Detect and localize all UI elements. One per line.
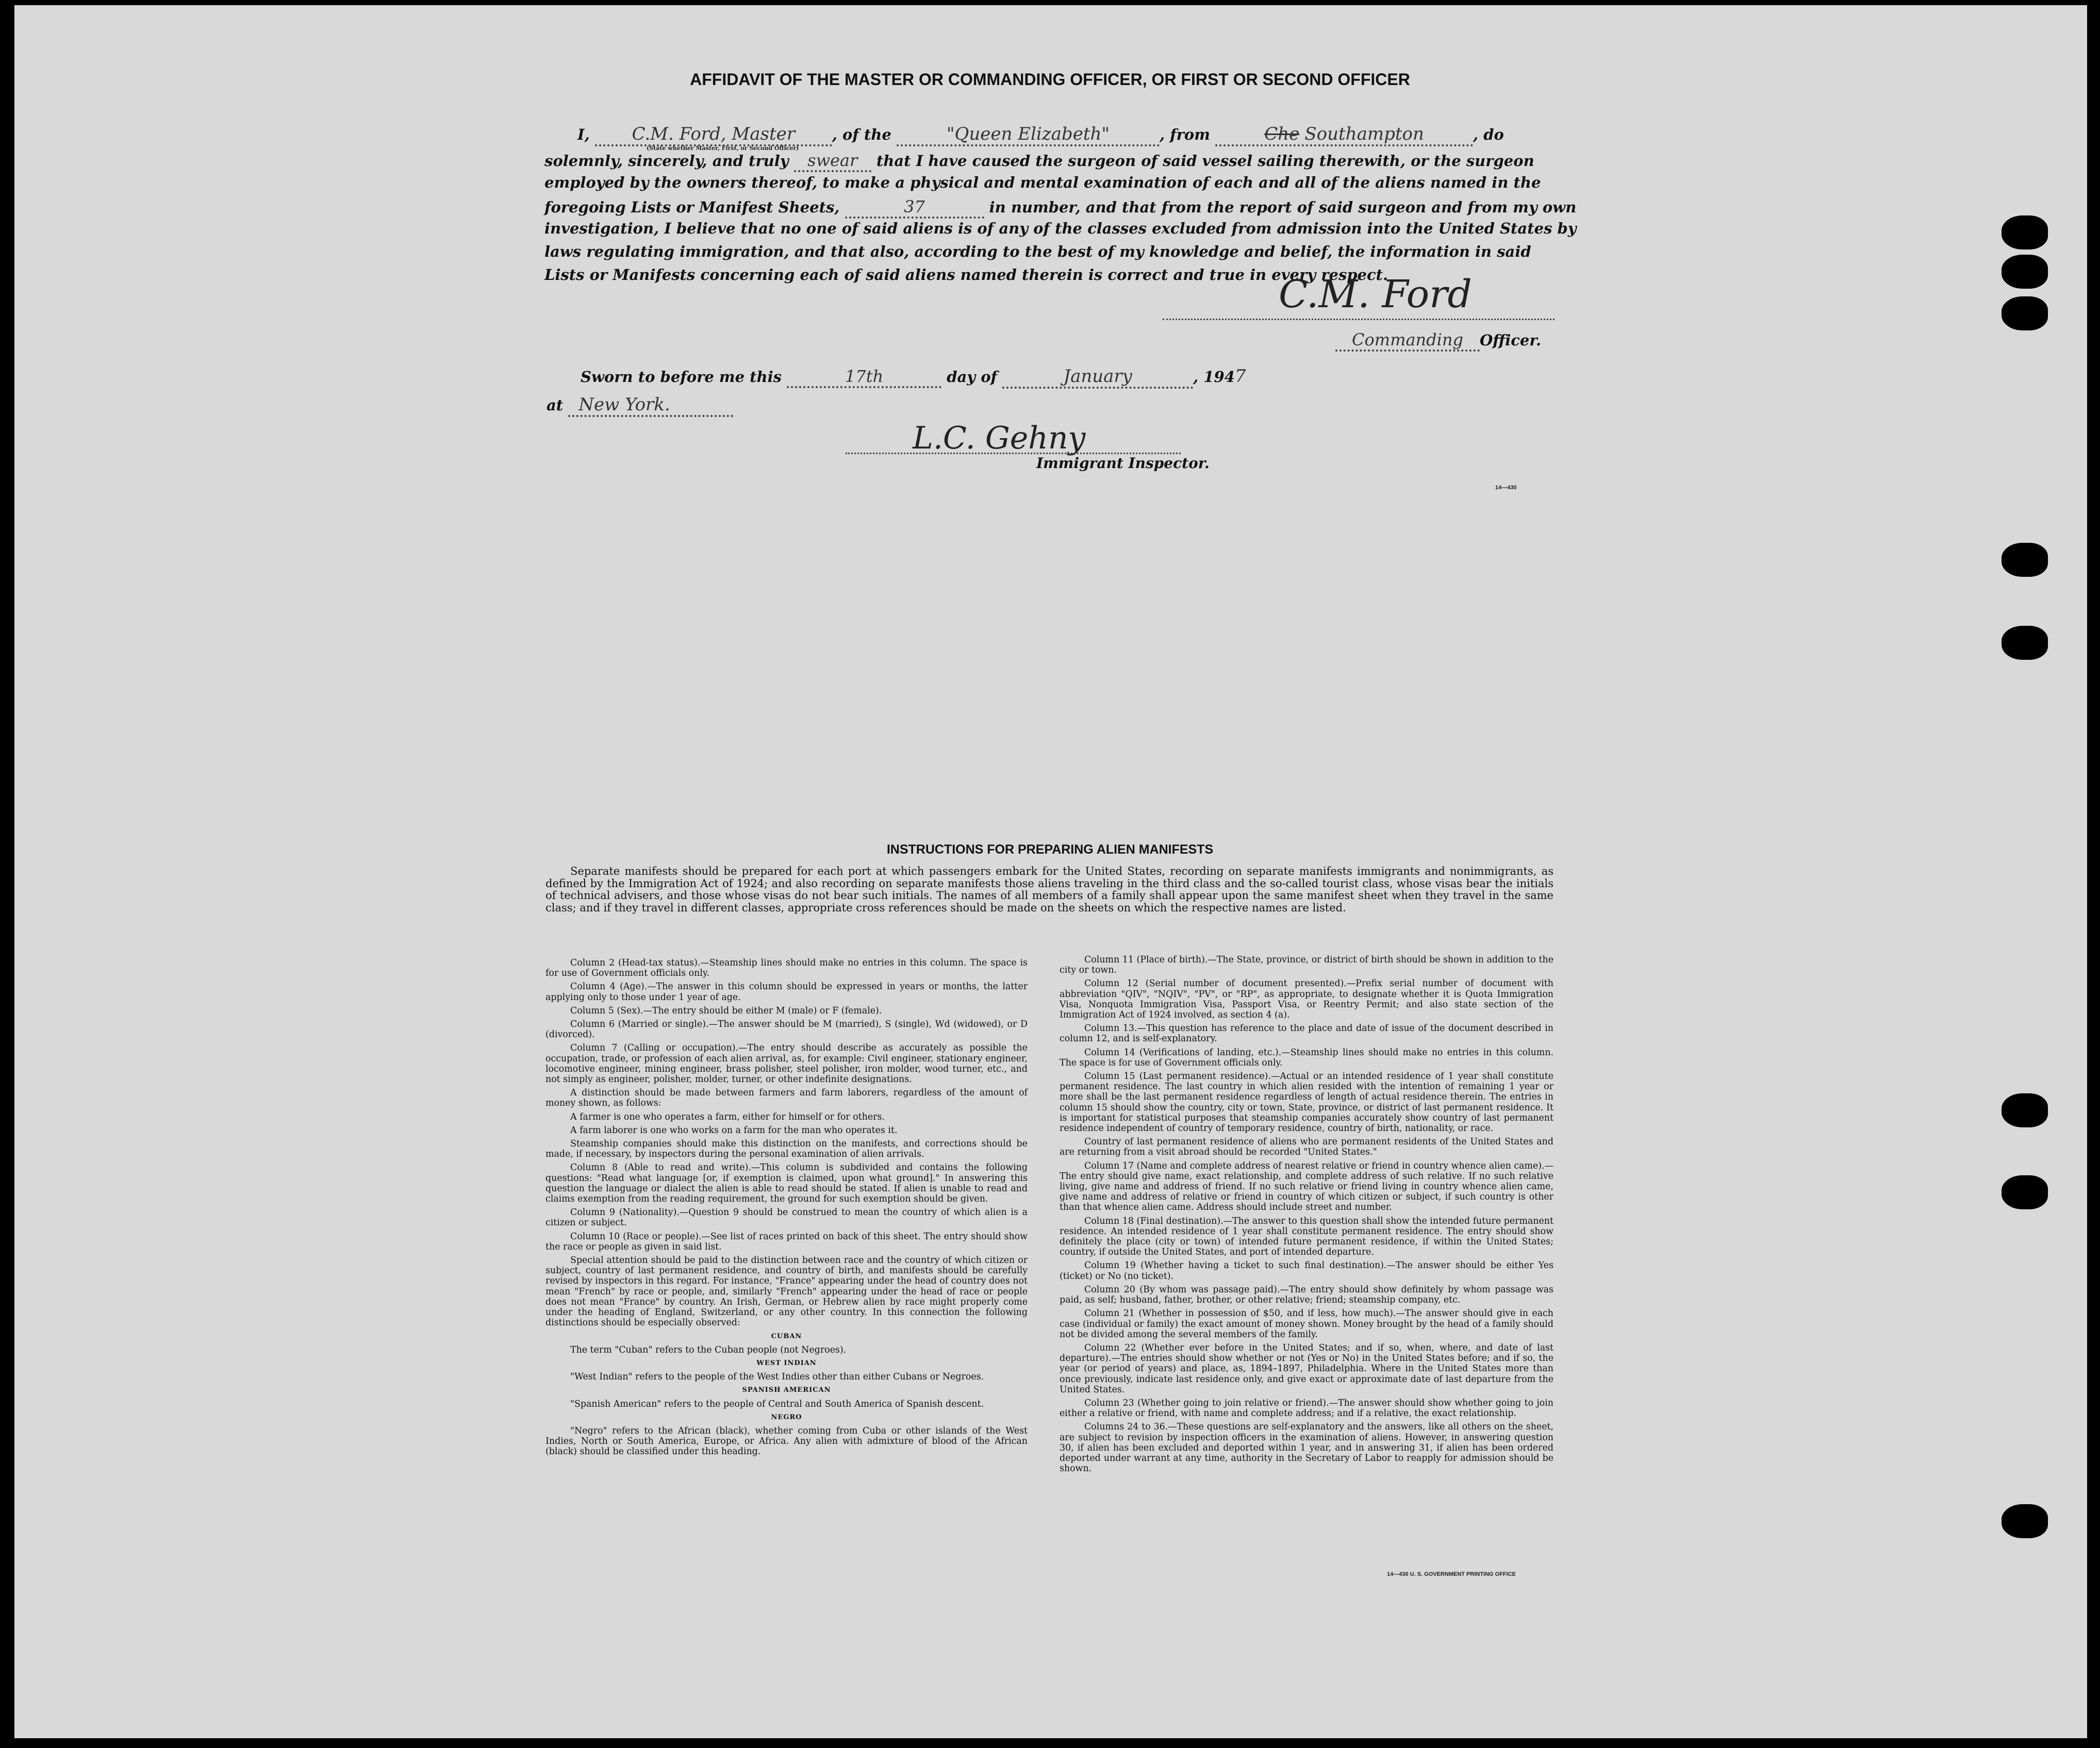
instruction-item: Column 12 (Serial number of document presented).—Prefix serial number of document with abbreviation "QIV", "NQIV", "PV", or "RP", as appropriate, to designate whether it is Quota Immigration Visa, Nonquota Immigration Visa, Passport Visa, or Reentry Permit; and also state section of the Immigration Act of 1924 involved, as section 4 (a).	[1060, 978, 1553, 1021]
punch-hole	[2002, 296, 2048, 330]
affidavit-line-1	[577, 124, 1557, 144]
at-line	[547, 394, 733, 417]
text-surgeon: that I have caused the surgeon of said vessel sailing therewith, or the surgeon	[876, 152, 1534, 170]
affidavit-title: AFFIDAVIT OF THE MASTER OR COMMANDING OFFICER, OR FIRST OR SECOND OFFICER	[690, 70, 1410, 89]
ship-name: "Queen Elizabeth"	[897, 124, 1160, 146]
instructions-right-column	[1060, 955, 1553, 1477]
instruction-item: Column 22 (Whether ever before in the United States; and if so, when, where, and date of last departure).—The entries should show whether or not (Yes or No) in the United States before; and if so, the year (or period of years) and place, as, 1894–1897, Philadelphia. Where in the United States more than once previously, indicate last residence only, and give exact or approximate date of last departure from the United States.	[1060, 1342, 1553, 1395]
instruction-item: Column 18 (Final destination).—The answer to this question shall show the intended future permanent residence. An intended residence of 1 year shall constitute permanent residence. The entry should show definitely the place (city or town) of intended future permanent residence, if within the United States; country, if outside the United States, and port of intended departure.	[1060, 1216, 1553, 1258]
instruction-item: Column 21 (Whether in possession of $50, and if less, how much).—The answer should give in each case (individual or family) the exact amount of money shown. Money brought by the head of a family should not be divided among the several members of the family.	[1060, 1308, 1553, 1340]
instruction-item: A distinction should be made between farmers and farm laborers, regardless of the amount of money shown, as follows:	[545, 1088, 1028, 1109]
affidavit-line-4	[544, 197, 1576, 219]
instruction-item: Column 15 (Last permanent residence).—Actual or an intended residence of 1 year shall constitute permanent residence. The last country in which alien resided with the intention of remaining 1 year or more shall be the last permanent residence regardless of length of actual residence therein. The entries in column 15 should show the country, city or town, State, province, or district of last permanent residence. It is important for statistical purposes that steamship companies accurately show country of last permanent residence independent of country of temporary residence, country of birth, nationality, or race.	[1060, 1071, 1553, 1134]
port-of-departure: Southampton	[1304, 124, 1424, 144]
intro-paragraph: Separate manifests should be prepared for each port at which passengers embark for the United States, recording on separate manifests immigrants and nonimmigrants, as defined by the Immigration Act of 1924; and also recording on separate manifests those aliens traveling in the third class and the so-called tourist class, whose visas bear the initials of technical advisers, and those whose visas do not bear such initials. The names of all members of a family shall appear upon the same manifest sheet when they travel in the same class; and if they travel in different classes, appropriate cross references should be made on the sheets on which the respective names are listed.	[545, 865, 1553, 914]
label-solemnly: solemnly, sincerely, and truly	[544, 152, 789, 170]
inspector-label: Immigrant Inspector.	[1036, 455, 1210, 472]
instruction-item: A farmer is one who operates a farm, either for himself or for others.	[570, 1111, 885, 1122]
definition-west-indian: "West Indian" refers to the people of the West Indies other than either Cubans or Negroes.	[570, 1372, 984, 1383]
instruction-item: Country of last permanent residence of aliens who are permanent residents of the United States and are returning from a visit abroad should be recorded "United States."	[1060, 1137, 1553, 1158]
punch-hole	[2002, 215, 2048, 249]
master-signature: C.M. Ford	[1279, 272, 1472, 317]
sworn-year-digit: 7	[1234, 366, 1246, 387]
instruction-item: Columns 24 to 36.—These questions are self-explanatory and the answers, like all others on the sheet, are subject to revision by inspection officers in the examination of aliens. However, in answering question 30, if alien has been excluded and deported within 1 year, and in answering 31, if alien has been ordered deported under warrant at any time, authority in the Secretary of Labor to reapply for admission should be shown.	[1060, 1422, 1553, 1474]
definition-spanish-american: "Spanish American" refers to the people of Central and South America of Spanish descent.	[570, 1399, 984, 1409]
sworn-line	[581, 366, 1246, 389]
sworn-place: New York.	[568, 394, 733, 417]
affidavit-line-7: Lists or Manifests concerning each of said aliens named therein is correct and true in every respect.	[544, 266, 1388, 284]
affidavit-line-3: employed by the owners thereof, to make a physical and mental examination of each and all of the aliens named in the	[544, 174, 1541, 191]
officer-field	[1335, 330, 1541, 352]
instructions-intro	[545, 865, 1553, 914]
label-year: , 194	[1193, 368, 1235, 386]
manifest-count: 37	[845, 197, 984, 219]
punch-hole	[2002, 1093, 2048, 1127]
rank-note: (State whether Master, First, or Second Officer)	[647, 145, 799, 152]
instruction-item: Column 9 (Nationality).—Question 9 should be construed to mean the country of which alien is a citizen or subject.	[545, 1207, 1028, 1228]
heading-negro: NEGRO	[771, 1413, 802, 1421]
affidavit-line-5: investigation, I believe that no one of said aliens is of any of the classes excluded from admission into the United States by	[544, 220, 1577, 237]
instructions-title: INSTRUCTIONS FOR PREPARING ALIEN MANIFESTS	[886, 842, 1214, 857]
label-of-the: , of the	[832, 126, 891, 143]
instruction-item: Column 2 (Head-tax status).—Steamship lines should make no entries in this column. The space is for use of Government officials only.	[545, 958, 1028, 979]
master-name: C.M. Ford, Master	[595, 124, 832, 146]
sworn-day: 17th	[787, 367, 941, 388]
instruction-item: A farm laborer is one who works on a farm for the man who operates it.	[570, 1125, 898, 1136]
affidavit-line-2	[544, 151, 1555, 172]
text-in-number: in number, and that from the report of said surgeon and from my own	[989, 198, 1577, 216]
instruction-item: Column 23 (Whether going to join relative or friend).—The answer should show whether going to join either a relative or friend, with name and complete address; and if a relative, the exact relationship.	[1060, 1397, 1553, 1419]
punch-hole	[2002, 626, 2048, 660]
sworn-month: January	[1002, 366, 1193, 389]
inspector-signature-line	[846, 453, 1181, 454]
label-from: , from	[1159, 126, 1210, 143]
instruction-item: Column 8 (Able to read and write).—This column is subdivided and contains the following questions: "Read what language [or, if exemption is claimed, upon what ground]." In answering this question the language or dialect the alien is able to read should be stated. If alien is unable to read and claims exemption from the reading requirement, the ground for such exemption should be given.	[545, 1162, 1028, 1205]
instruction-item: Column 17 (Name and complete address of nearest relative or friend in country whence alien came).—The entry should give name, exact relationship, and complete address of such relative. If no such relative living, give name and address of friend. If no such relative or friend living in country whence alien came, give name and address of relative or friend in country of which citizen or subject, if such country is other than that whence alien came. Address should include street and number.	[1060, 1160, 1553, 1213]
label-i: I,	[577, 126, 590, 143]
instruction-item: Column 10 (Race or people).—See list of races printed on back of this sheet. The entry should show the race or people as given in said list.	[545, 1231, 1028, 1252]
instruction-item: Special attention should be paid to the distinction between race and the country of which citizen or subject, country of last permanent residence, and country of birth, and manifests should be carefully revised by inspectors in this regard. For instance, "France" appearing under the head of country does not mean "French" by race or people, and, similarly "French" appearing under the head of race or people does not mean "France" by country. An Irish, German, or Hebrew alien by race might properly come under the heading of England, Switzerland, or any other country. In this connection the following distinctions should be especially observed:	[545, 1255, 1028, 1328]
signature-line	[1163, 319, 1555, 320]
officer-label: Officer.	[1480, 331, 1542, 349]
instruction-item: Column 13.—This question has reference to the place and date of issue of the document described in column 12, and is self-explanatory.	[1060, 1023, 1553, 1044]
instruction-item: Column 6 (Married or single).—The answer should be M (married), S (single), Wd (widowed), or D (divorced).	[545, 1019, 1028, 1040]
instruction-item: Column 11 (Place of birth).—The State, province, or district of birth should be shown in addition to the city or town.	[1060, 955, 1553, 976]
punch-hole	[2002, 1175, 2048, 1209]
label-foregoing: foregoing Lists or Manifest Sheets,	[544, 198, 840, 216]
affidavit-line-6: laws regulating immigration, and that also, according to the best of my knowledge and belief, the information in said	[544, 243, 1531, 260]
instruction-item: Column 14 (Verifications of landing, etc.).—Steamship lines should make no entries in this column. The space is for use of Government officials only.	[1060, 1047, 1553, 1068]
instruction-item: Column 4 (Age).—The answer in this column should be expressed in years or months, the latter applying only to those under 1 year of age.	[545, 981, 1028, 1003]
form-number: 14—430	[1495, 485, 1517, 491]
port-field	[1215, 124, 1473, 146]
label-day-of: day of	[947, 368, 998, 386]
instruction-item: Steamship companies should make this distinction on the manifests, and corrections should be made, if necessary, by inspectors during the personal examination of alien arrivals.	[545, 1139, 1028, 1160]
definition-cuban: The term "Cuban" refers to the Cuban people (not Negroes).	[570, 1344, 847, 1355]
instruction-item: Column 7 (Calling or occupation).—The entry should describe as accurately as possible the occupation, trade, or profession of each alien arrival, as, for example: Civil engineer, stationary engineer, locomotive engineer, mining engineer, brass polisher, steel polisher, iron molder, wood turner, etc., and not simply as engineer, polisher, molder, turner, or other indefinite designations.	[545, 1043, 1028, 1085]
definition-negro: "Negro" refers to the African (black), whether coming from Cuba or other islands of the West Indies, North or South America, Europe, or Africa. Any alien with admixture of blood of the African (black) should be classified under this heading.	[545, 1425, 1028, 1457]
heading-spanish-american: SPANISH AMERICAN	[742, 1386, 831, 1394]
heading-west-indian: WEST INDIAN	[756, 1359, 817, 1367]
port-struck: Che	[1264, 124, 1300, 144]
label-do: , do	[1473, 126, 1504, 143]
inspector-signature: L.C. Gehny	[913, 420, 1086, 456]
oath-verb: swear	[794, 151, 871, 172]
instructions-left-column	[545, 958, 1028, 1460]
heading-cuban: CUBAN	[771, 1332, 802, 1340]
punch-hole	[2002, 1504, 2048, 1538]
punch-hole	[2002, 543, 2048, 577]
punch-hole	[2002, 255, 2048, 289]
label-sworn: Sworn to before me this	[581, 368, 782, 386]
officer-rank: Commanding	[1335, 330, 1480, 352]
printing-office-note: 14—430 U. S. GOVERNMENT PRINTING OFFICE	[1387, 1571, 1516, 1577]
label-at: at	[547, 396, 564, 414]
instruction-item: Column 19 (Whether having a ticket to such final destination).—The answer should be either Yes (ticket) or No (no ticket).	[1060, 1260, 1553, 1281]
instruction-item: Column 5 (Sex).—The entry should be either M (male) or F (female).	[570, 1005, 882, 1016]
instruction-item: Column 20 (By whom was passage paid).—The entry should show definitely by whom passage was paid, as self; husband, father, brother, or other relative; friend; steamship company, etc.	[1060, 1284, 1553, 1306]
